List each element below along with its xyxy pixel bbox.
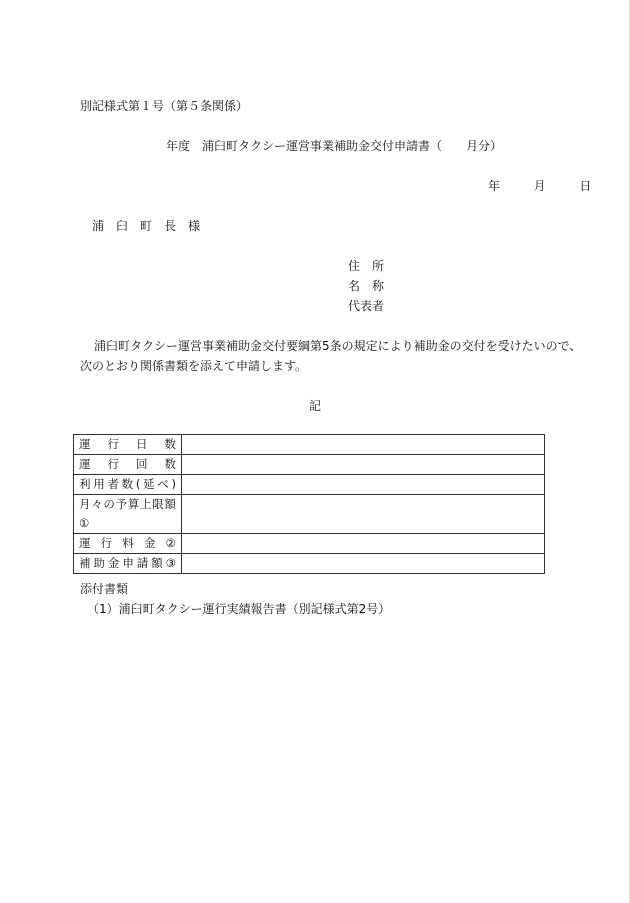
applicant-address-label: 住 所 xyxy=(348,259,385,273)
application-table xyxy=(73,434,545,574)
addressee: 浦 臼 町 長 様 xyxy=(92,219,201,233)
attachments-heading: 添付書類 xyxy=(80,582,129,596)
date-month: 月 xyxy=(533,179,546,193)
row-label-operating-count: 運行回数 xyxy=(74,455,182,475)
row-value-subsidy-amount xyxy=(182,554,545,574)
table-row xyxy=(74,534,545,554)
row-value-operating-days xyxy=(182,435,545,455)
ki-heading: 記 xyxy=(309,399,322,413)
row-label-fare: 運行料金② xyxy=(74,534,182,554)
document-title: 年度 浦臼町タクシー運営事業補助金交付申請書（ 月分） xyxy=(166,139,503,153)
table-row xyxy=(74,475,545,495)
attachment-item: （1）浦臼町タクシー運行実績報告書（別記様式第2号） xyxy=(87,602,391,616)
table-row xyxy=(74,554,545,574)
row-value-passenger-count xyxy=(182,475,545,495)
date-line xyxy=(488,177,591,194)
table-row xyxy=(74,495,545,534)
row-label-passenger-count: 利用者数(延べ) xyxy=(74,475,182,495)
row-label-monthly-budget: 月々の予算上限額① xyxy=(74,495,182,534)
row-value-operating-count xyxy=(182,455,545,475)
body-text-line-1: 浦臼町タクシー運営事業補助金交付要綱第5条の規定により補助金の交付を受けたいので、 xyxy=(94,339,582,353)
body-text-line-2: 次のとおり関係書類を添えて申請します。 xyxy=(80,359,308,373)
applicant-name-label: 名 称 xyxy=(348,279,385,293)
row-value-monthly-budget xyxy=(182,495,545,534)
row-label-operating-days: 運行日数 xyxy=(74,435,182,455)
date-year: 年 xyxy=(488,179,501,193)
applicant-representative-label: 代表者 xyxy=(348,299,385,313)
row-value-fare xyxy=(182,534,545,554)
table-row xyxy=(74,455,545,475)
form-number: 別記様式第１号（第５条関係） xyxy=(80,99,249,113)
date-day: 日 xyxy=(579,179,592,193)
row-label-subsidy-amount: 補助金申請額③ xyxy=(74,554,182,574)
table-row xyxy=(74,435,545,455)
